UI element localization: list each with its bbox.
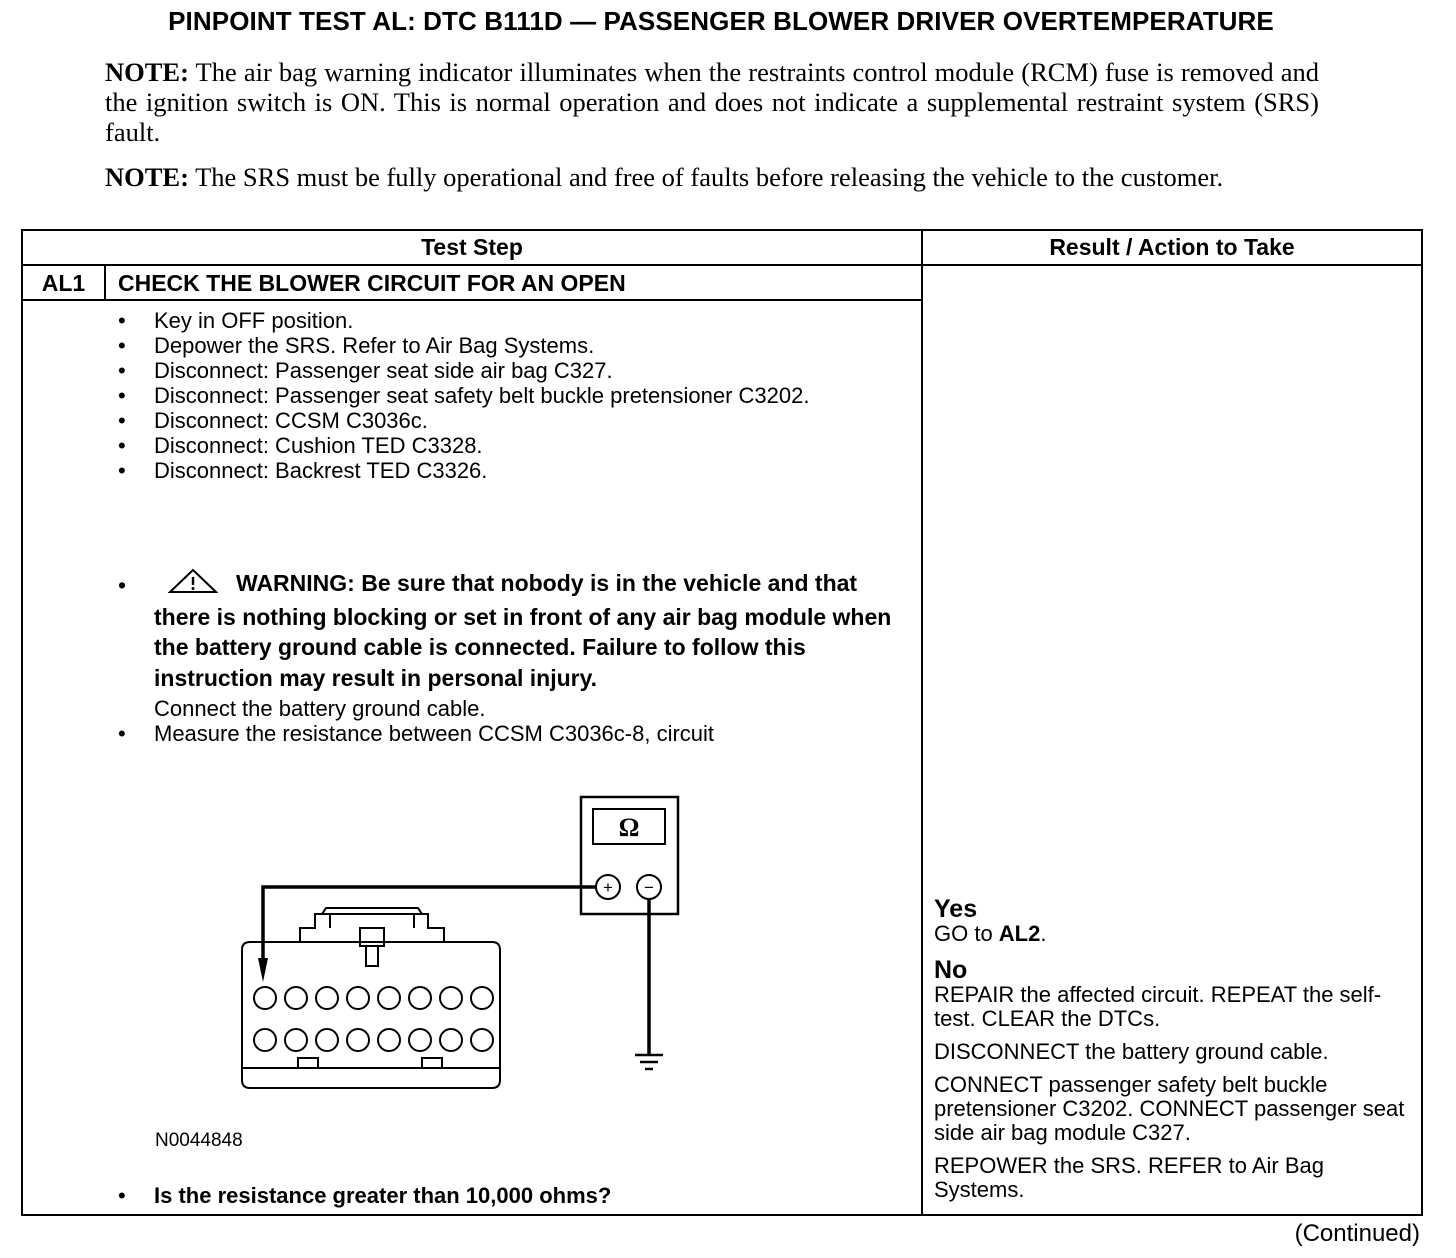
continued-label: (Continued): [1294, 1220, 1420, 1247]
goto-step-link: AL2: [998, 921, 1041, 946]
page-title: PINPOINT TEST AL: DTC B111D — PASSENGER BLOWER DRIVER OVERTEMPERATURE: [168, 6, 1274, 36]
step-title-divider: [21, 299, 922, 301]
no-action: CONNECT passenger safety belt buckle pretensioner C3202. CONNECT passenger seat side air bag module C327.: [934, 1072, 1405, 1145]
list-item: • Disconnect: Passenger seat safety belt buckle pretensioner C3202.: [118, 383, 810, 408]
table-top-border: [21, 229, 1423, 231]
list-item: • Disconnect: Cushion TED C3328.: [118, 433, 483, 458]
minus-label: −: [644, 878, 654, 897]
note-rcm-fuse: [105, 57, 1319, 147]
list-item: • Measure the resistance between CCSM C3036c-8, circuit: [118, 721, 715, 746]
note-srs-operational: [105, 162, 1319, 192]
list-item: • Depower the SRS. Refer to Air Bag Systems.: [118, 333, 595, 358]
note-label: NOTE:: [105, 162, 189, 192]
ohmmeter: [581, 797, 678, 914]
no-action: REPOWER the SRS. REFER to Air Bag Systems.: [934, 1153, 1325, 1202]
note-text: The air bag warning indicator illuminates when the restraints control module (RCM) fuse is removed and the ignition switch is ON. This is normal operation and does not indicate a supplemental restraint system (SRS) fault.: [105, 57, 1319, 147]
table-right-border: [1421, 229, 1423, 1216]
resistance-measurement-diagram: [230, 790, 700, 1100]
step-instructions-continued: [118, 696, 908, 746]
warning-text: WARNING: Be sure that nobody is in the vehicle and that there is nothing blocking or set in front of any air bag module when the battery ground cable is connected. Failure to follow this instruction may result in personal injury.: [154, 570, 892, 691]
header-result-action: Result / Action to Take: [1049, 234, 1295, 260]
list-item: • Key in OFF position.: [118, 308, 354, 333]
list-item: • Disconnect: CCSM C3036c.: [118, 408, 428, 433]
bullet: •: [118, 572, 127, 598]
note-text: The SRS must be fully operational and free of faults before releasing the vehicle to the customer.: [188, 162, 1224, 192]
column-divider: [921, 229, 923, 1216]
note-label: NOTE:: [105, 57, 189, 87]
result-yes: [934, 896, 1414, 946]
yes-action: GO to AL2.: [934, 921, 1047, 946]
step-id-divider: [104, 264, 106, 301]
step-title: CHECK THE BLOWER CIRCUIT FOR AN OPEN: [118, 270, 626, 296]
plus-label: +: [603, 878, 613, 897]
figure-id: N0044848: [155, 1130, 243, 1151]
step-instructions: [118, 308, 908, 483]
no-action: REPAIR the affected circuit. REPEAT the self-test. CLEAR the DTCs.: [934, 982, 1382, 1031]
warning-block: [118, 568, 898, 693]
ohm-symbol: Ω: [618, 813, 640, 842]
table-header-divider: [21, 264, 1423, 266]
list-item: Connect the battery ground cable.: [154, 696, 486, 721]
question: • Is the resistance greater than 10,000 ohms?: [118, 1183, 612, 1208]
ground-icon: [635, 1055, 663, 1069]
connector-c3036c: [242, 908, 500, 1088]
table-left-border: [21, 229, 23, 1216]
step-id: AL1: [41, 270, 86, 296]
header-test-step: Test Step: [421, 234, 523, 260]
table-bottom-border: [21, 1214, 1423, 1216]
no-label: No: [934, 956, 968, 984]
list-item: • Disconnect: Backrest TED C3326.: [118, 458, 488, 483]
probe-tip: [258, 958, 268, 982]
list-item: • Disconnect: Passenger seat side air bag C327.: [118, 358, 613, 383]
yes-label: Yes: [934, 895, 978, 923]
no-action: DISCONNECT the battery ground cable.: [934, 1039, 1329, 1064]
result-no: [934, 957, 1414, 1202]
warning-triangle-icon: [168, 568, 218, 602]
positive-lead: [263, 887, 596, 960]
